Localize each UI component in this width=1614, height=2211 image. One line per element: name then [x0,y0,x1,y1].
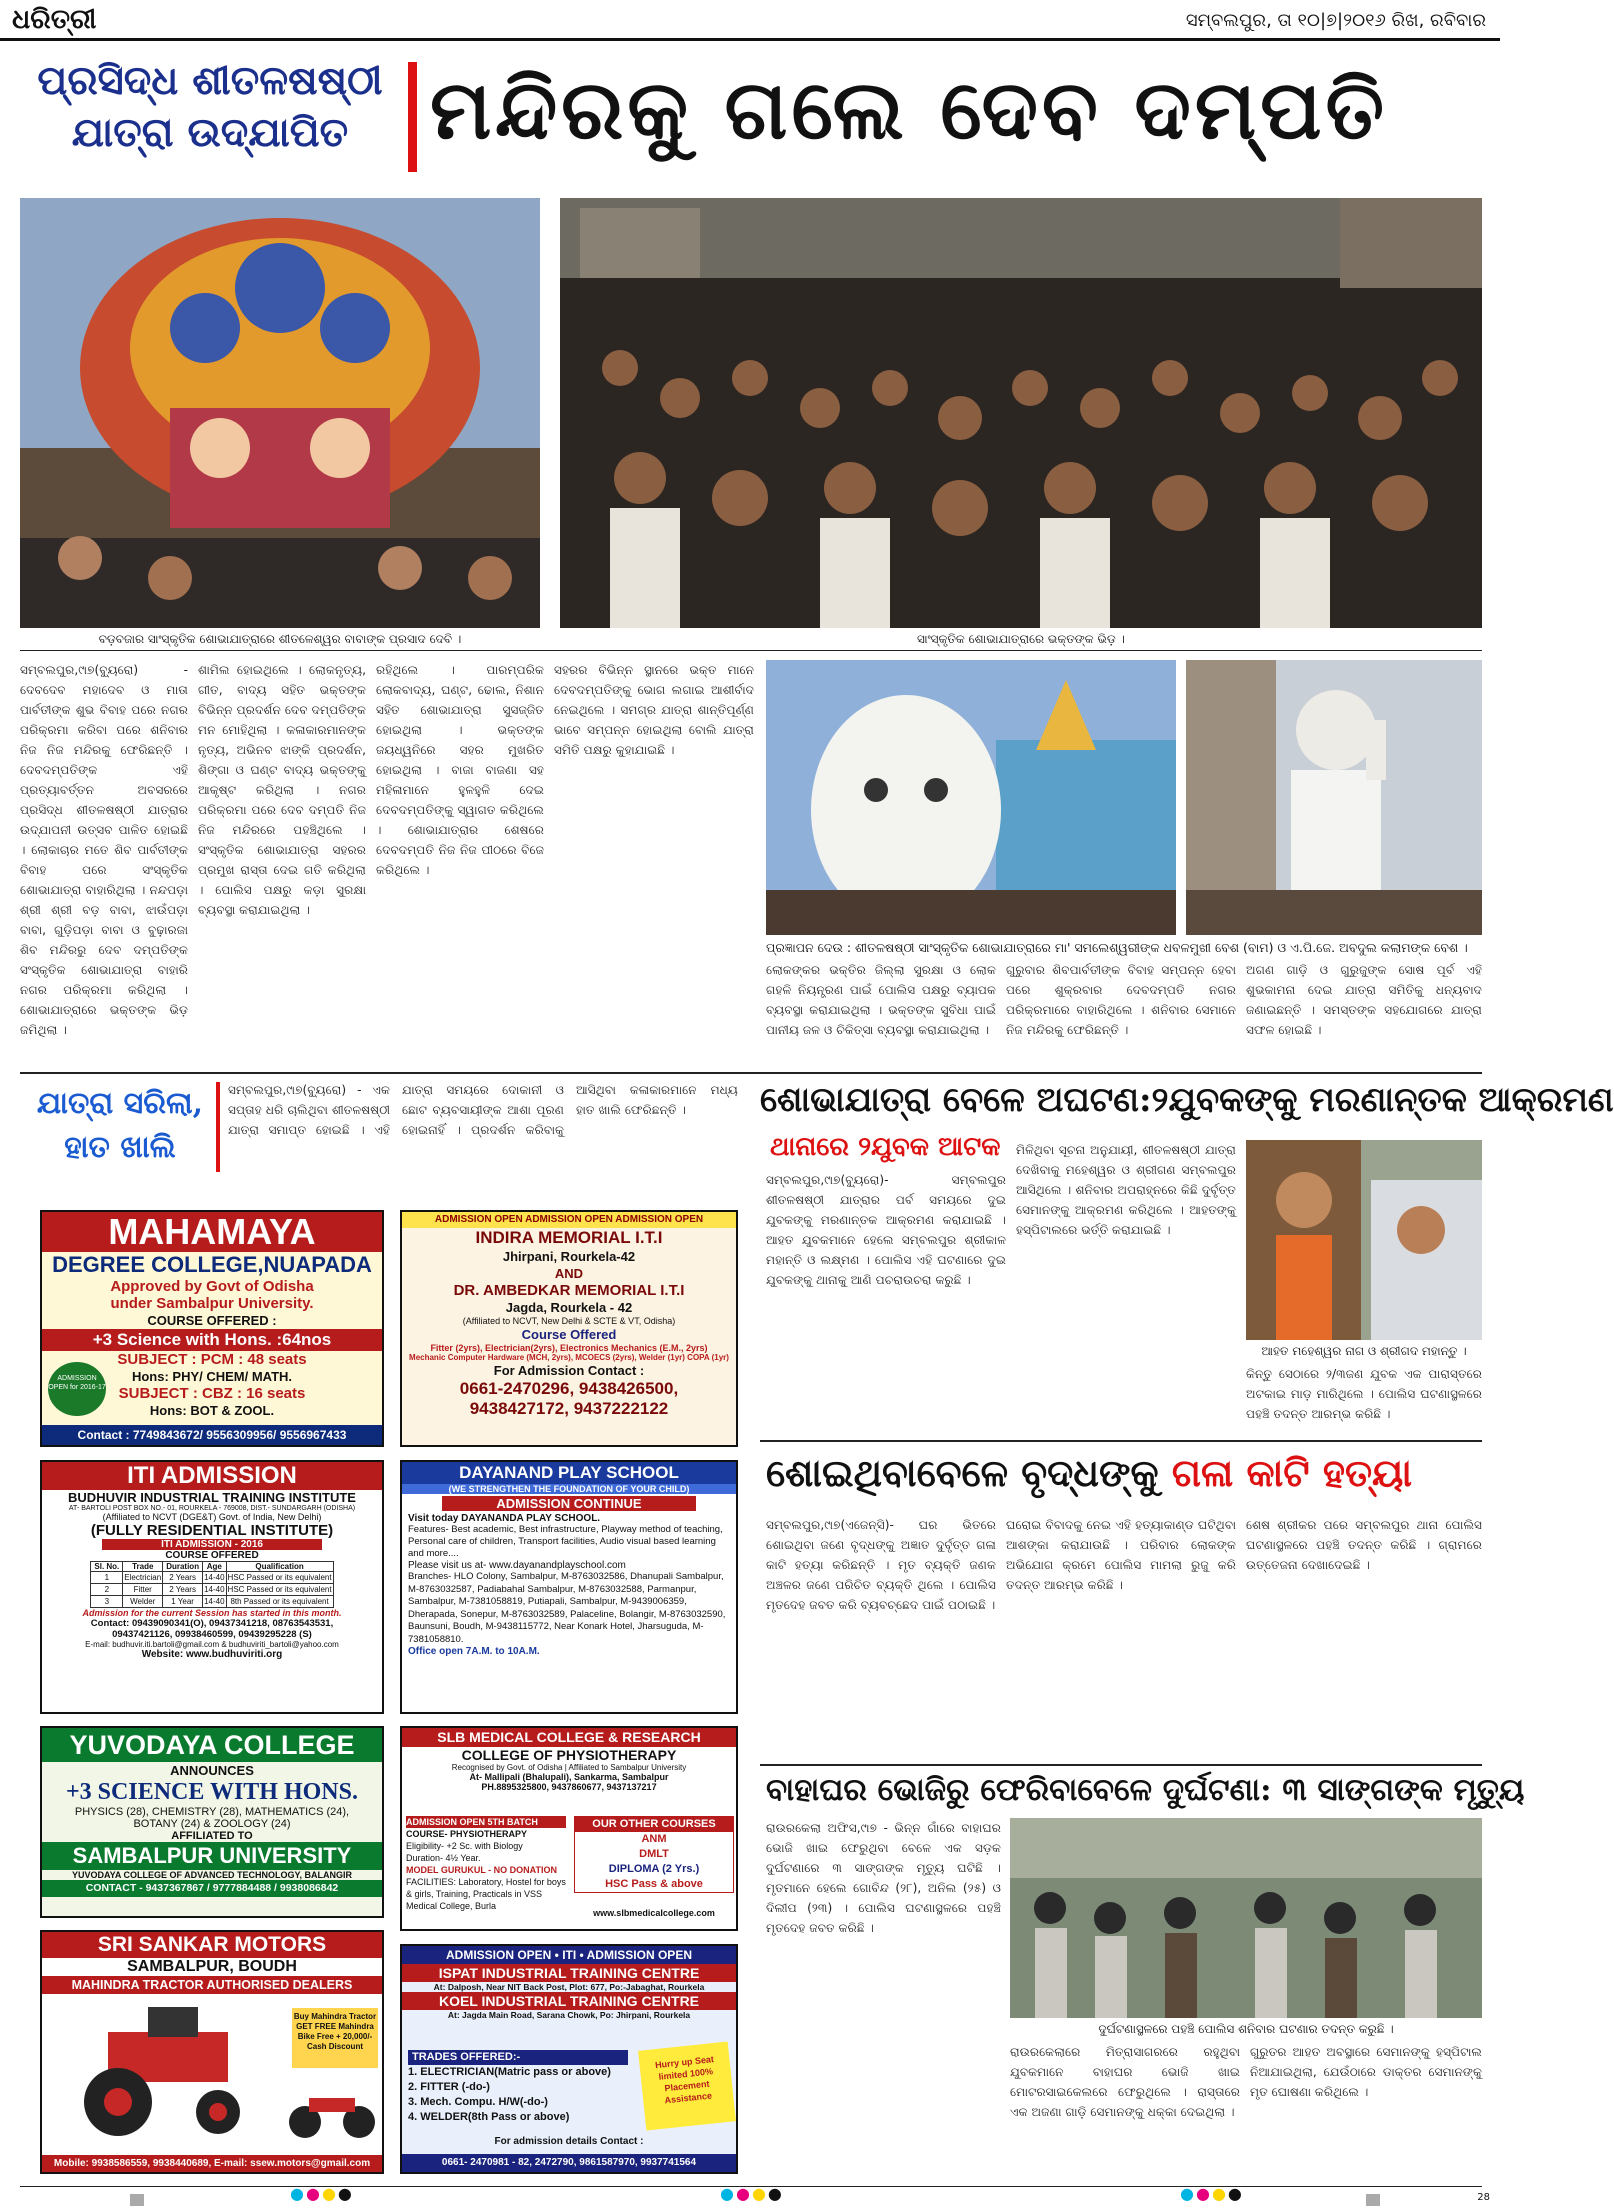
attack-story-headline: ଶୋଭାଯାତ୍ରା ବେଳେ ଅଘଟଣ:୨ଯୁବକଙ୍କୁ ମରଣାନ୍ତକ ଆକ୍ରମଣ [760,1080,1614,1120]
mahamaya-badge: ADMISSION OPEN for 2016-17 [48,1362,106,1416]
slb-title: SLB MEDICAL COLLEGE & RESEARCH [402,1728,736,1747]
yuvodaya-science: +3 SCIENCE WITH HONS. [66,1779,358,1805]
top-story-kicker [20,55,400,159]
top-story-column-2: ଶାମିଲ ହୋଇଥିଲେ । ଲୋକନୃତ୍ୟ, ଗୀତ, ବାଦ୍ୟ ସହିତ ଭକ୍ତଙ୍କ ବିଭିନ୍ନ ପ୍ରଦର୍ଶନ ଦେବ ଦମ୍ପତିଙ୍କ ମନ ମୋହିଥିଲା । କଳାକାରମାନଙ୍କ ନୃତ୍ୟ, ଅଭିନବ ଝାଙ୍କି ପ୍ରଦର୍ଶନ, ଶିଙ୍ଗା ଓ ଘଣ୍ଟ ବାଦ୍ୟ ଭକ୍ତଙ୍କୁ ଆକୃଷ୍ଟ କରିଥିଲା । ନଗର ପରିକ୍ରମା ପରେ ଦେବ ଦମ୍ପତି ନିଜ ନିଜ ମନ୍ଦିରରେ ପହଞ୍ଚିଥିଲେ । ସଂସ୍କୃତିକ ଶୋଭାଯାତ୍ରା ସହରର ପ୍ରମୁଖ ରାସ୍ତା ଦେଇ ଗତି କରିଥିଲା । ପୋଲିସ ପକ୍ଷରୁ କଡ଼ା ସୁରକ୍ଷା ବ୍ୟବସ୍ଥା କରାଯାଇଥିଲା । [198,663,366,917]
table-cell: HSC Passed or its equivalent [227,1585,332,1594]
accident-story-headline: ବାହାଘର ଭୋଜିରୁ ଫେରିବାବେଳେ ଦୁର୍ଘଟଣା: ୩ ସାଙ୍ଗଙ୍କ ମୃତ୍ୟୁ [766,1772,1525,1808]
indira-place-2: Jagda, Rourkela - 42 [505,1300,633,1315]
caption-crowd: ସାଂସ୍କୃତିକ ଶୋଭାଯାତ୍ରାରେ ଭକ୍ତଙ୍କ ଭିଡ଼ । [917,632,1125,646]
ispat-trade: 2. FITTER (-do-) [408,2081,490,2093]
slb-batch: ADMISSION OPEN 5TH BATCH [406,1816,566,1828]
ispat-phones: 0661- 2470981 - 82, 2472790, 9861587970, 9937741564 [402,2154,736,2172]
indira-affil: (Affiliated to NCVT, New Delhi & SCTE & VT, Odisha) [462,1316,676,1326]
caption-injured-youths: ଆହତ ମହେଶ୍ୱର ନାଗ ଓ ଶ୍ରୀଗଦ ମହାନ୍ତୁ । [1261,1344,1467,1358]
yuvodaya-affil: AFFILIATED TO [171,1830,253,1842]
top-story-column-7: ଅଗଣ ଗାଡ଼ି ଓ ଗୁରୁଜୁଙ୍କ ସୋଷ ପୂର୍ବ ଏହି ଶୁଭକାମନା ଦେଇ ଯାତ୍ରା ସମିତିକୁ ଧନ୍ୟବାଦ ଜଣାଇଛନ୍ତି । ସମସ୍ତଙ୍କ ସହଯୋଗରେ ଯାତ୍ରା ସଫଳ ହୋଇଛି । [1246,963,1482,1037]
accident-story-column-2: ରାଉରକେଲାରେ ମିତ୍ରାସାଗରରେ ରହୁଥିବା ଯୁବକମାନେ ବାହାଘର ଭୋଜି ଖାଇ ମୋଟରସାଇକେଲରେ ଫେରୁଥିଲେ । ରାସ୍ତାରେ ଏକ ଅଜଣା ଗାଡ଼ି ସେମାନଙ୍କୁ ଧକ୍କା ଦେଇଥିଲା । [1010,2045,1240,2119]
slb-phones: PH.8895325800, 9437860677, 9437137217 [481,1782,657,1792]
slb-other-courses [574,1816,734,1893]
dayanand-tagline: (WE STRENGTHEN THE FOUNDATION OF YOUR CHILD) [402,1484,736,1494]
mahamaya-title: MAHAMAYA [42,1212,382,1252]
indira-courses-1: Fitter (2yrs), Electrician(2yrs), Electronics Mechanics (E.M., 2yrs) [430,1343,708,1353]
top-story-column-4: ସହରର ବିଭିନ୍ନ ସ୍ଥାନରେ ଭକ୍ତ ମାନେ ଦେବଦମ୍ପତିଙ୍କୁ ଭୋଗ ଲଗାଇ ଆଶୀର୍ବାଦ ନେଇଥିଲେ । ସମଗ୍ର ଯାତ୍ରା ଶାନ୍ତିପୂର୍ଣ୍ଣ ଭାବେ ସମ୍ପନ୍ନ ହୋଇଥିଲା ବୋଲି ଯାତ୍ରା ସମିତି ପକ୍ଷରୁ କୁହାଯାଇଛି । [554,663,754,757]
top-story-column-3: ରହିଥିଲେ । ପାରମ୍ପରିକ ଲୋକବାଦ୍ୟ, ଘଣ୍ଟ, ଢୋଲ, ନିଶାନ ସହିତ ଶୋଭାଯାତ୍ରା ସୁସଜ୍ଜିତ ହୋଇଥିଲା । ଭକ୍ତଙ୍କ ଜୟଧ୍ୱନିରେ ସହର ମୁଖରିତ ହୋଇଥିଲା । ବାଜା ବାଜଣା ସହ ମହିଳାମାନେ ହୁଳହୁଳି ଦେଇ ଦେବଦମ୍ପତିଙ୍କୁ ସ୍ୱାଗତ କରିଥିଲେ । ଶୋଭାଯାତ୍ରାର ଶେଷରେ ଦେବଦମ୍ପତି ନିଜ ନିଜ ପୀଠରେ ବିଜେ କରିଥିଲେ । [376,663,544,877]
photo-tableau-goddess [766,660,1176,935]
photo-injured-youths [1246,1140,1482,1340]
ispat-contact-head: For admission details Contact : [494,2136,644,2147]
attack-story-column-1: ସମ୍ବଲପୁର,୯ା୭(ବ୍ୟୁରୋ)- ସମ୍ବଲପୁର ଶୀତଳଷଷ୍ଠୀ ଯାତ୍ରାର ପର୍ବ ସମୟରେ ଦୁଇ ଯୁବକଙ୍କୁ ମରଣାନ୍ତକ ଆକ୍ରମଣ କରାଯାଇଛି । ଆହତ ଯୁବକମାନେ ହେଲେ ସମ୍ବଲପୁର ଶ୍ରୀକାଳ ମହାନ୍ତି ଓ ଲକ୍ଷ୍ମଣ । ପୋଲିସ ଏହି ଘଟଣାରେ ଦୁଇ ଯୁବକଙ୍କୁ ଥାନାକୁ ଆଣି ପଚରାଉଚରା କରୁଛି । [766,1173,1006,1287]
section-rule [20,650,1482,651]
page-number: 28 [1477,2192,1490,2203]
slb-subtitle: COLLEGE OF PHYSIOTHERAPY [461,1747,677,1763]
ispat-name-1: ISPAT INDUSTRIAL TRAINING CENTRE [402,1964,736,1982]
ispat-address-2: At: Jagda Main Road, Sarana Chowk, Po: Jhirpani, Rourkela [447,2010,691,2020]
table-cell: 2 [91,1584,123,1596]
photo-crowd [560,198,1482,628]
mahamaya-cbz: SUBJECT : CBZ : 16 seats [118,1385,306,1402]
slb-other-course: ANM [641,1833,667,1845]
photo-decorated-idol [20,198,540,628]
ad-slb-medical-college[interactable] [400,1726,738,1931]
indira-name-2: DR. AMBEDKAR MEMORIAL I.T.I [453,1282,685,1299]
slb-other-head: OUR OTHER COURSES [575,1817,733,1832]
slb-address: At- Mallipali (Bhalupali), Sankarma, Sambalpur [469,1772,669,1782]
attack-story-column-2: ମିଳିଥିବା ସୂଚନା ଅନୁଯାୟୀ, ଶୀତଳଷଷ୍ଠୀ ଯାତ୍ରା ଦେଖିବାକୁ ମହେଶ୍ୱର ଓ ଶ୍ରୀଗଣ ସମ୍ବଲପୁର ଆସିଥିଲେ । ଶନିବାର ଅପରାହ୍ନରେ କିଛି ଦୁର୍ବୃତ୍ତ ସେମାନଙ୍କୁ ଆକ୍ରମଣ କରିଥିଲେ । ଆହତଙ୍କୁ ହସ୍ପିଟାଲରେ ଭର୍ତ୍ତି କରାଯାଇଛି । [1016,1143,1236,1237]
mahamaya-hons-1: Hons: PHY/ CHEM/ MATH. [131,1369,293,1384]
yuvodaya-subjects-2: BOTANY (24) & ZOOLOGY (24) [133,1818,291,1830]
iti-title: ITI ADMISSION [42,1462,382,1490]
yuvodaya-subjects-1: PHYSICS (28), CHEMISTRY (28), MATHEMATICS (24), [74,1806,350,1818]
table-header: Qualification [226,1562,333,1572]
iti-affil: (Affiliated to NCVT (DGE&T) Govt. of India, New Delhi) [102,1512,322,1522]
table-cell: 14-40 [204,1573,225,1582]
kicker-line-2: ଯାତ୍ରା ଉଦ୍‌ଯାପିତ [71,109,349,156]
table-header: Duration [163,1562,203,1572]
murder-story-column-3: ଶେଷ ଶ୍ରୀକର ପରେ ସମ୍ବଲପୁର ଥାନା ପୋଲିସ ଘଟଣାସ୍ଥଳରେ ପହଞ୍ଚି ତଦନ୍ତ କରିଛି । ଗ୍ରାମରେ ଉତ୍ତେଜନା ଦେଖାଦେଇଛି । [1246,1518,1482,1572]
indira-phones-1: 0661-2470296, 9438426500, [459,1379,679,1398]
ad-dayanand-play-school[interactable] [400,1460,738,1714]
mahamaya-subtitle: DEGREE COLLEGE,NUAPADA [52,1252,372,1277]
table-cell: 14-40 [204,1597,225,1606]
table-header: Sl. No. [91,1562,123,1572]
table-row [91,1596,333,1608]
caption-tableaux: ପ୍ରଜ୍ଞାପନ ଦେଉ : ଶୀତଳଷଷ୍ଠୀ ସାଂସ୍କୃତିକ ଶୋଭାଯାତ୍ରାରେ ମା' ସମଲେଶ୍ୱରୀଙ୍କ ଧବଳମୁଖୀ ବେଶ (ବାମ) ଓ ଏ.ପି.ଜେ. ଅବଦୁଲ କଲାମଙ୍କ ବେଶ । [766,940,1468,955]
indira-strip: ADMISSION OPEN ADMISSION OPEN ADMISSION OPEN [402,1212,736,1228]
mahamaya-hons-2: Hons: BOT & ZOOL. [149,1403,275,1418]
photo-accident-scene [1010,1818,1482,2018]
accident-story-column-3: ଗୁରୁତର ଆହତ ଅବସ୍ଥାରେ ସେମାନଙ୍କୁ ହସ୍ପିଟାଲ ନିଆଯାଇଥିଲା, ଯେଉଁଠାରେ ଡାକ୍ତର ସେମାନଙ୍କୁ ମୃତ ଘୋଷଣା କରିଥିଲେ । [1250,2045,1482,2099]
murder-story-column-2: ଘରୋଇ ବିବାଦକୁ ନେଇ ଏହି ହତ୍ୟାକାଣ୍ଡ ଘଟିଥିବା ଆଶଙ୍କା କରାଯାଉଛି । ପରିବାର ଲୋକଙ୍କ ଅଭିଯୋଗ କ୍ରମେ ପୋଲିସ ମାମଲା ରୁଜୁ କରି ତଦନ୍ତ ଆରମ୍ଭ କରିଛି । [1006,1518,1236,1592]
table-cell: 2 Years [163,1584,203,1596]
indira-and: AND [554,1266,584,1281]
indira-courses-2: Mechanic Computer Hardware (MCH, 2yrs), MCOECS (2yrs), Welder (1yr) COPA (1yr) [409,1353,729,1362]
table-cell: Fitter [123,1584,163,1596]
headline-divider [408,62,417,172]
caption-accident-scene: ଦୁର୍ଘଟଣାସ୍ଥଳରେ ପହଞ୍ଚି ପୋଲିସ ଶନିବାର ଘଟଣାର ତଦନ୍ତ କରୁଛି । [1098,2022,1394,2036]
slb-other-course: DMLT [639,1848,669,1860]
ispat-strip: ADMISSION OPEN • ITI • ADMISSION OPEN [402,1946,736,1964]
tractor-icon [48,2002,278,2142]
slb-other-course: DIPLOMA (2 Yrs.) [608,1863,700,1875]
mahamaya-course-label: COURSE OFFERED : [147,1313,277,1328]
section-rule-2 [20,1072,1482,1074]
ispat-trade: 4. WELDER(8th Pass or above) [408,2111,570,2123]
table-cell: 14-40 [204,1585,225,1594]
iti-year: ITI ADMISSION - 2016 [102,1539,322,1550]
table-header: Age [203,1562,226,1572]
table-header: Trade [123,1562,163,1572]
yatra-story-headline [30,1082,210,1170]
table-cell: 2 Years [163,1572,203,1584]
ispat-trade: 1. ELECTRICIAN(Matric pass or above) [408,2066,611,2078]
dayanand-branches: Branches- HLO Colony, Sambalpur, M-8763032586, Dhanupali Sambalpur, M-8763032587, Padiabahal Sambalpur, M-8763032588, Parmanpur, Sambalpur, M-7381058819, Putiapali, Sambalpur, M-9439006359, Dherapada, Sonepur, M-8763032589, Palaceline, Bolangir, M-8763032590, Baunsuni, Boudh, M-9438115772, Near Konark Hotel, Jharsuguda, M-7381058810. [408,1571,726,1645]
ispat-trades-head: TRADES OFFERED:- [408,2050,628,2065]
registration-mark [130,2194,144,2206]
table-row [91,1584,333,1596]
yatra-head-line-2: ହାତ ଖାଲି [64,1130,176,1165]
ispat-trades [408,2050,628,2125]
mahamaya-science: +3 Science with Hons. :64nos [42,1329,382,1351]
mahamaya-approved: Approved by Govt of Odisha [110,1278,314,1295]
table-row [91,1572,333,1584]
yatra-story-body: ସମ୍ବଲପୁର,୯ା୭(ବ୍ୟୁରୋ) - ଏକ ସପ୍ତାହ ଧରି ଚାଲିଥିବା ଶୀତଳଷଷ୍ଠୀ ଯାତ୍ରା ସମାପ୍ତ ହୋଇଛି । ଏହି ଯାତ୍ରା ସମୟରେ ଦୋକାନୀ ଓ ଛୋଟ ବ୍ୟବସାୟୀଙ୍କ ଆଶା ପୂରଣ ହୋଇନାହିଁ । ପ୍ରଦର୍ଶନ କରିବାକୁ ଆସିଥିବା କଳାକାରମାନେ ମଧ୍ୟ ହାତ ଖାଲି ଫେରିଛନ୍ତି । [228,1083,738,1137]
iti-residential: (FULLY RESIDENTIAL INSTITUTE) [90,1522,334,1539]
table-row [91,1562,333,1572]
registration-mark [1366,2194,1380,2206]
motorbike-icon [287,2072,377,2142]
yuvodaya-contact: CONTACT - 9437367867 / 9777884488 / 9938086842 [42,1880,382,1897]
slb-other-course: HSC Pass & above [605,1878,703,1890]
table-cell: HSC Passed or its equivalent [227,1573,332,1582]
slb-recog: Recognised by Govt. of Odisha | Affiliated to Sambalpur University [451,1763,687,1772]
newspaper-logo: ଧରିତ୍ରୀ [12,4,97,35]
indira-phones-2: 9438427172, 9437222122 [469,1399,669,1418]
ad-budhuvir-iti[interactable] [40,1460,384,1714]
indira-name-1: INDIRA MEMORIAL I.T.I [475,1228,663,1247]
accident-story-column-1: ରାଉରକେଲା ଅଫିସ,୯ା୭ - ଭିନ୍ନ ଗାଁରେ ବାହାଘର ଭୋଜି ଖାଇ ଫେରୁଥିବା ବେଳେ ଏକ ସଡ଼କ ଦୁର୍ଘଟଣାରେ ୩ ସାଙ୍ଗଙ୍କ ମୃତ୍ୟୁ ଘଟିଛି । ମୃତମାନେ ହେଲେ ଗୋବିନ୍ଦ (୨୮), ଅନିଲ (୨୫) ଓ ଦିଲୀପ (୨୩) । ପୋଲିସ ଘଟଣାସ୍ଥଳରେ ପହଞ୍ଚି ମୃତଦେହ ଜବତ କରିଛି । [766,1821,1001,1935]
ispat-address-1: At: Dalposh, Near NIT Back Post, Plot: 677, Po:-Jabaghat, Rourkela [433,1982,705,1992]
indira-contact-label: For Admission Contact : [493,1363,645,1378]
iti-contact: Contact: 09439090341(O), 09437341218, 08763543531, [90,1618,334,1629]
iti-course-table [90,1561,333,1608]
mahamaya-pcm: SUBJECT : PCM : 48 seats [117,1351,307,1368]
slb-duration: Duration- 4½ Year. [406,1853,481,1863]
murder-story-headline [766,1450,1412,1496]
color-registration-marks: ●●●● [290,2184,354,2203]
section-rule-4 [760,1764,1482,1766]
table-cell: 1 Year [163,1596,203,1608]
section-rule-3 [760,1440,1482,1442]
motors-place: SAMBALPUR, BOUDH [127,1958,297,1975]
color-registration-marks: ●●●● [1180,2184,1244,2203]
slb-model: MODEL GURUKUL - NO DONATION [406,1865,557,1875]
attack-story-subhead: ଥାନାରେ ୨ଯୁବକ ଆଟକ [770,1132,1001,1162]
masthead-rule [0,38,1500,41]
iti-course-label: COURSE OFFERED [165,1550,259,1561]
yuvodaya-announces: ANNOUNCES [170,1763,254,1778]
ad-indira-iti[interactable] [400,1210,738,1447]
iti-contact-2: 09437421126, 09938460599, 09439295228 (S) [112,1629,312,1640]
indira-course-label: Course Offered [521,1327,617,1342]
slb-left-block [406,1816,566,1912]
yatra-divider [216,1082,220,1172]
motors-offer: Buy Mahindra Tractor GET FREE Mahindra Bike Free + 20,000/- Cash Discount [292,2008,378,2068]
top-story-headline: ମନ୍ଦିରକୁ ଗଲେ ଦେବ ଦମ୍ପତି [430,62,1388,158]
yatra-head-line-1: ଯାତ୍ରା ସରିଲା, [36,1086,204,1121]
mahamaya-under: under Sambalpur University. [110,1295,314,1312]
top-story-column-5: ଲୋକଙ୍କର ଭକ୍ତିର ଜିଲ୍ଲା ସୁରକ୍ଷା ଓ ଲୋକ ଗହଳି ନିୟନ୍ତ୍ରଣ ପାଇଁ ପୋଲିସ ପକ୍ଷରୁ ବ୍ୟାପକ ବ୍ୟବସ୍ଥା କରାଯାଇଥିଲା । ଭକ୍ତଙ୍କ ସୁବିଧା ପାଇଁ ପାନୀୟ ଜଳ ଓ ଚିକିତ୍ସା ବ୍ୟବସ୍ଥା କରାଯାଇଥିଲା । [766,963,996,1037]
iti-address: AT- BARTOLI POST BOX NO.- 01, ROURKELA - 769008, DIST.- SUNDARGARH (ODISHA) [68,1505,356,1512]
top-story-column-6: ଗୁରୁବାର ଶିବପାର୍ବତୀଙ୍କ ବିବାହ ସମ୍ପନ୍ନ ହେବା ପରେ ଶୁକ୍ରବାର ଦେବଦମ୍ପତି ନଗର ପରିକ୍ରମାରେ ବାହାରିଥିଲେ । ଶନିବାର ସେମାନେ ନିଜ ମନ୍ଦିରକୁ ଫେରିଛନ୍ତି । [1006,963,1236,1037]
iti-web: Website: www.budhuviriti.org [141,1649,283,1660]
motors-contact: Mobile: 9938586559, 9938440689, E-mail: ssew.motors@gmail.com [42,2155,382,2172]
iti-note: Admission for the current Session has started in this month. [82,1608,342,1618]
top-story-column-1: ସମ୍ବଲପୁର,୯ା୭(ବ୍ୟୁରୋ) - ଦେବଦେବ ମହାଦେବ ଓ ମାତା ପାର୍ବତୀଙ୍କ ଶୁଭ ବିବାହ ପରେ ନଗର ପରିକ୍ରମା କରିବା ପରେ ଶନିବାର ନିଜ ନିଜ ମନ୍ଦିରକୁ ଫେରିଛନ୍ତି । ଦେବଦମ୍ପତିଙ୍କ ଏହି ପ୍ରତ୍ୟାବର୍ତ୍ତନ ଅବସରରେ ପ୍ରସିଦ୍ଧ ଶୀତଳଷଷ୍ଠୀ ଯାତ୍ରାର ଉଦ୍‌ଯାପନୀ ଉତ୍ସବ ପାଳିତ ହୋଇଛି । ଲୋକାଚାର ମତେ ଶିବ ପାର୍ବତୀଙ୍କ ବିବାହ ପରେ ସଂସ୍କୃତିକ ଶୋଭାଯାତ୍ରା ବାହାରିଥିଲା । ନନ୍ଦପଡ଼ା ଶ୍ରୀ ଶ୍ରୀ ବଡ଼ ବାବା, ଝାଉଁପଡ଼ା ବାବା, ଗୁଡ଼ିପଡ଼ା ବାବା ଓ ବୁଢ଼ାରଜା ଶିବ ମନ୍ଦିରରୁ ଦେବ ଦମ୍ପତିଙ୍କ ସଂସ୍କୃତିକ ଶୋଭାଯାତ୍ରା ବାହାରି ନଗର ପରିକ୍ରମା କରିଥିଲା । ଶୋଭାଯାତ୍ରାରେ ଭକ୍ତଙ୍କ ଭିଡ଼ ଜମିଥିଲା । [20,663,188,1037]
slb-facilities: FACILITIES: Laboratory, Hostel for boys & girls, Training, Practicals in VSS Medical College, Burla [406,1877,566,1911]
mahamaya-contact: Contact : 7749843672/ 9556309956/ 9556967433 [42,1425,382,1445]
ispat-name-2: KOEL INDUSTRIAL TRAINING CENTRE [402,1992,736,2010]
caption-idol: ବଡ଼ବଜାର ସାଂସ୍କୃତିକ ଶୋଭାଯାତ୍ରାରେ ଶୀତଳେଶ୍ୱର ବାବାଙ୍କ ପ୍ରସାଦ ଦେବି । [98,632,462,646]
ispat-trade: 3. Mech. Compu. H/W(-do-) [408,2096,548,2108]
ad-yuvodaya-college[interactable] [40,1726,384,1918]
table-cell: 8th Passed or its equivalent [226,1596,333,1608]
dayanand-features: Features- Best academic, Best infrastructure, Playway method of teaching, Personal care of children, Transport facilities, Audio visual based learning and more.... [408,1524,723,1559]
dayanand-title: DAYANAND PLAY SCHOOL [402,1462,736,1484]
color-registration-marks: ●●●● [720,2184,784,2203]
murder-headline-part-2: ଗଳା କାଟି ହତ୍ୟା [1171,1450,1413,1495]
slb-eligibility: Eligibility- +2 Sc. with Biology [406,1841,523,1851]
yuvodaya-title: YUVODAYA COLLEGE [42,1728,382,1762]
slb-course: COURSE- PHYSIOTHERAPY [406,1829,528,1839]
ad-mahamaya-college[interactable] [40,1210,384,1447]
ad-sri-sankar-motors[interactable] [40,1930,384,2174]
motors-title: SRI SANKAR MOTORS [42,1932,382,1958]
dayanand-visit: Visit today DAYANANDA PLAY SCHOOL. [408,1513,601,1524]
attack-story-column-3: କିନ୍ତୁ ସେଠାରେ ୨/୩ଜଣ ଯୁବକ ଏକ ପାରାସ୍ତରେ ଅଟକାଇ ମାଡ଼ ମାରିଥିଲେ । ପୋଲିସ ଘଟଣାସ୍ଥଳରେ ପହଞ୍ଚି ତଦନ୍ତ ଆରମ୍ଭ କରିଛି । [1246,1367,1482,1421]
murder-story-column-1: ସମ୍ବଲପୁର,୯ା୭(ଏଜେନ୍ସି)- ଘର ଭିତରେ ଶୋଇଥିବା ଜଣେ ବୃଦ୍ଧଙ୍କୁ ଅଜ୍ଞାତ ଦୁର୍ବୃତ୍ତ ଗଳା କାଟି ହତ୍ୟା କରିଛନ୍ତି । ମୃତ ବ୍ୟକ୍ତି ଜଣକ ଅଞ୍ଚଳର ଜଣେ ପରିଚିତ ବ୍ୟକ୍ତି ଥିଲେ । ପୋଲିସ ମୃତଦେହ ଜବତ କରି ବ୍ୟବଚ୍ଛେଦ ପାଇଁ ପଠାଇଛି । [766,1518,996,1612]
kicker-line-1: ପ୍ରସିଦ୍ଧ ଶୀତଳଷଷ୍ଠୀ [37,57,383,104]
indira-place-1: Jhirpani, Rourkela-42 [502,1249,636,1264]
dayanand-web: Please visit us at- www.dayanandplayschool.com [408,1560,626,1571]
iti-email: E-mail: budhuvir.iti.bartoli@gmail.com & budhuviriti_bartoli@yahoo.com [85,1640,339,1649]
yuvodaya-full-name: YUVODAYA COLLEGE OF ADVANCED TECHNOLOGY, BALANGIR [71,1870,353,1880]
ispat-hurry-badge: Hurry up Seat limited 100% Placement Assistance [638,2042,736,2131]
table-cell: Welder [123,1596,163,1608]
masthead-date: ସମ୍ବଲପୁର, ତା ୧୦|୭|୨୦୧୬ ରିଖ, ରବିବାର [1185,10,1486,31]
table-cell: 3 [91,1596,123,1608]
dayanand-admission: ADMISSION CONTINUE [442,1496,696,1511]
motors-dealer: MAHINDRA TRACTOR AUTHORISED DEALERS [42,1976,382,1994]
photo-tableau-kalam [1186,660,1482,935]
table-cell: 1 [91,1572,123,1584]
iti-name: BUDHUVIR INDUSTRIAL TRAINING INSTITUTE [68,1490,356,1505]
table-cell: Electrician [124,1573,162,1582]
slb-web: www.slbmedicalcollege.com [593,1908,715,1918]
yuvodaya-univ: SAMBALPUR UNIVERSITY [42,1842,382,1870]
dayanand-office: Office open 7A.M. to 10A.M. [408,1646,540,1657]
murder-headline-part-1: ଶୋଇଥିବାବେଳେ ବୃଦ୍ଧଙ୍କୁ [766,1450,1159,1495]
ad-ispat-iti[interactable] [400,1944,738,2174]
